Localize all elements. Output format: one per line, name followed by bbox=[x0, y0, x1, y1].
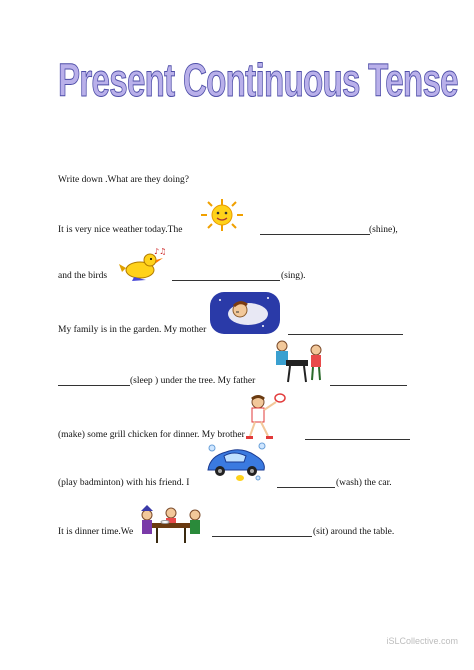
verb-hint-sing: (sing). bbox=[281, 271, 306, 281]
badminton-boy-icon bbox=[238, 392, 294, 442]
page-title: Present Continuous Tense bbox=[58, 54, 458, 106]
sentence-4-text: (sleep ) under the tree. My father bbox=[130, 376, 256, 386]
bird-icon bbox=[116, 248, 166, 284]
watermark: iSLCollective.com bbox=[386, 636, 458, 646]
verb-hint-shine: (shine), bbox=[369, 225, 398, 235]
family-dinner-icon bbox=[137, 505, 203, 547]
answer-blank-sing[interactable] bbox=[172, 280, 280, 281]
sentence-5-text: (make) some grill chicken for dinner. My brother bbox=[58, 430, 245, 440]
sentence-7-text: It is dinner time.We bbox=[58, 527, 134, 537]
sleeping-woman-icon bbox=[208, 290, 282, 336]
answer-blank-wash[interactable] bbox=[277, 487, 335, 488]
grill-man-icon bbox=[268, 338, 332, 386]
sentence-3-text: My family is in the garden. My mother bbox=[58, 325, 207, 335]
verb-hint-sit: (sit) around the table. bbox=[313, 527, 395, 537]
svg-text:♪♫: ♪♫ bbox=[154, 248, 166, 256]
sentence-6-text: (play badminton) with his friend. I bbox=[58, 478, 190, 488]
washing-car-icon bbox=[200, 438, 274, 484]
verb-hint-wash: (wash) the car. bbox=[336, 478, 392, 488]
sentence-2-text: and the birds bbox=[58, 271, 108, 281]
instruction-text: Write down .What are they doing? bbox=[58, 175, 189, 185]
answer-blank-sit[interactable] bbox=[212, 536, 312, 537]
answer-blank-brother[interactable] bbox=[305, 439, 410, 440]
answer-blank-father[interactable] bbox=[330, 385, 407, 386]
answer-blank-sleep[interactable] bbox=[58, 385, 130, 386]
sentence-1-text: It is very nice weather today.The bbox=[58, 225, 183, 235]
answer-blank-shine[interactable] bbox=[260, 234, 370, 235]
answer-blank-mother[interactable] bbox=[288, 334, 403, 335]
sun-icon bbox=[193, 197, 251, 233]
